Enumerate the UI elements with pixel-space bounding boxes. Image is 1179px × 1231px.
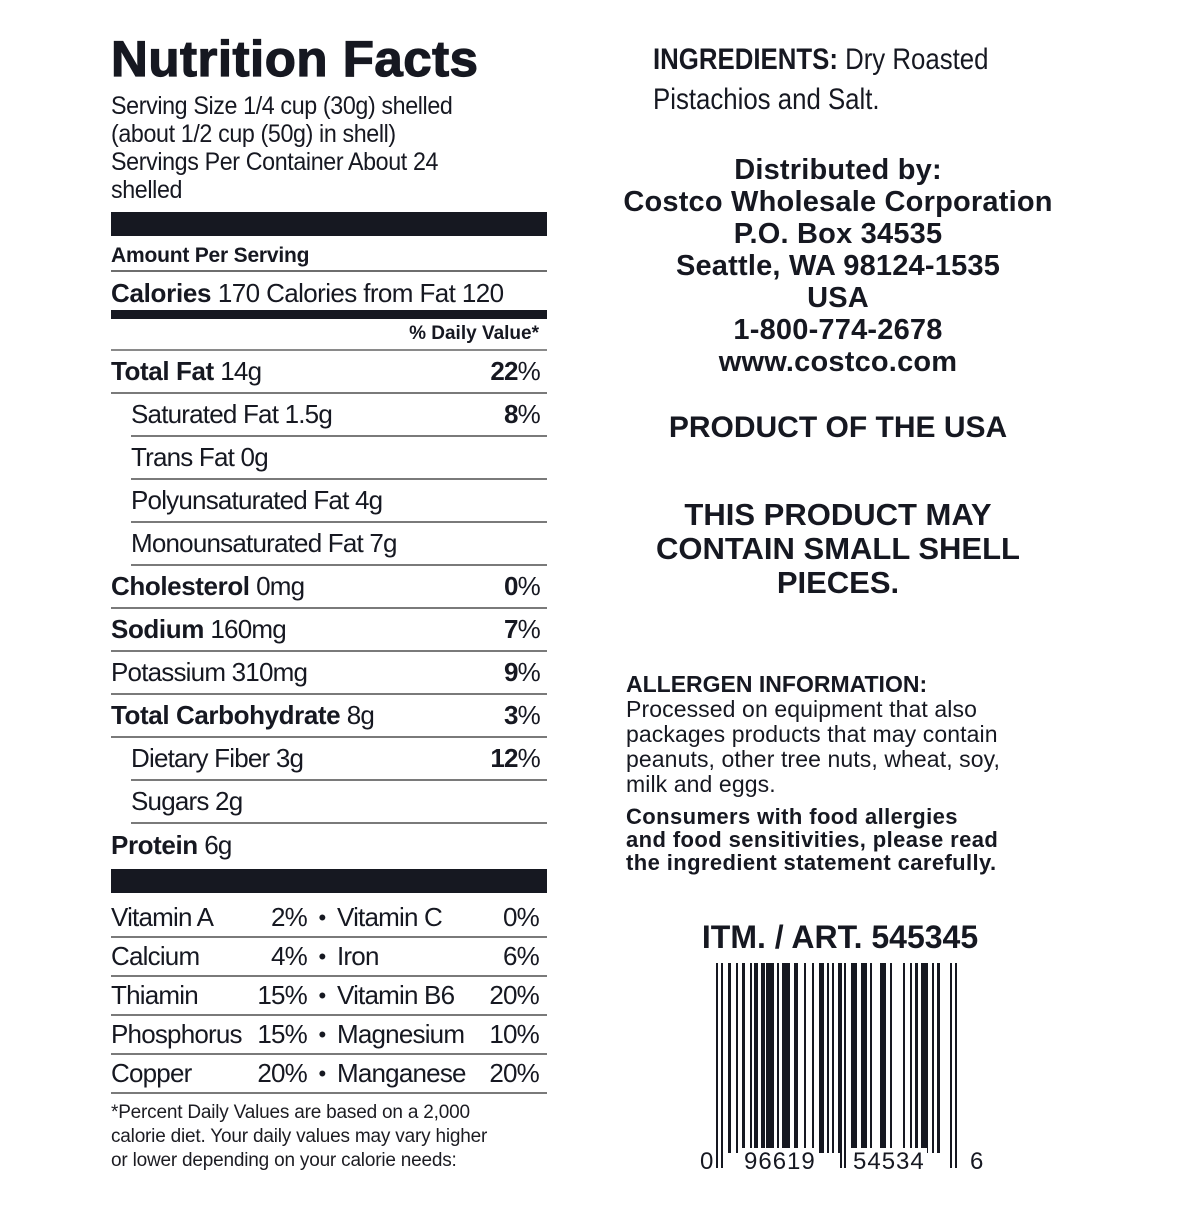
daily-value-number: 8 bbox=[504, 399, 518, 429]
nutrient-daily-value bbox=[504, 700, 547, 731]
nutrient-amount: 6g bbox=[204, 830, 232, 860]
calories-from-fat-label: Calories from Fat bbox=[266, 278, 456, 308]
vitamin-name: Vitamin A bbox=[111, 902, 214, 932]
nutrient-daily-value bbox=[490, 356, 547, 387]
nutrient-label bbox=[131, 786, 242, 817]
nutrient-name: Total Fat bbox=[111, 356, 214, 386]
nutrient-amount: 310mg bbox=[231, 657, 308, 687]
barcode-check-digit: 6 bbox=[970, 1148, 984, 1175]
shell-warning-line: THIS PRODUCT MAY bbox=[684, 497, 992, 532]
bullet-separator: • bbox=[318, 982, 326, 1008]
daily-value-percent-sign: % bbox=[517, 614, 540, 644]
footnote-line: calorie diet. Your daily values may vary higher bbox=[111, 1126, 488, 1147]
nutrient-row bbox=[131, 738, 547, 781]
nutrient-row bbox=[131, 480, 547, 523]
vitamin-row bbox=[111, 1055, 547, 1094]
thick-divider bbox=[111, 869, 547, 893]
nutrient-daily-value bbox=[504, 614, 547, 645]
nutrient-row bbox=[131, 781, 547, 824]
ingredients-text: Dry Roasted bbox=[837, 43, 989, 76]
upc-barcode bbox=[714, 963, 970, 1175]
nutrient-label bbox=[111, 571, 304, 602]
ingredients-line bbox=[653, 40, 1014, 80]
serving-line: Servings Per Container About 24 bbox=[111, 148, 439, 176]
distributor-name: Costco Wholesale Corporation bbox=[623, 186, 1053, 218]
nutrient-row bbox=[131, 394, 547, 437]
daily-value-number: 0 bbox=[504, 571, 518, 601]
barcode-right-digits: 54534 bbox=[853, 1148, 925, 1175]
barcode-system-digit: 0 bbox=[700, 1148, 714, 1175]
calories-from-fat-value: 120 bbox=[461, 278, 504, 308]
allergen-line: peanuts, other tree nuts, wheat, soy, bbox=[626, 746, 1001, 772]
distributor-city: Seattle, WA 98124-1535 bbox=[675, 250, 1001, 282]
bullet-separator: • bbox=[318, 904, 326, 930]
product-origin: PRODUCT OF THE USA bbox=[668, 411, 1008, 444]
vitamin-row bbox=[111, 899, 547, 938]
nutrient-amount: 8g bbox=[346, 700, 375, 730]
nutrition-facts-title: Nutrition Facts bbox=[111, 31, 479, 87]
vitamin-name: Phosphorus bbox=[111, 1019, 242, 1049]
distributed-by-label: Distributed by: bbox=[734, 154, 942, 186]
nutrient-label bbox=[111, 700, 374, 731]
nutrient-daily-value bbox=[490, 743, 547, 774]
allergen-line: milk and eggs. bbox=[626, 771, 776, 797]
serving-line: shelled bbox=[111, 176, 183, 204]
daily-value-percent-sign: % bbox=[517, 700, 540, 730]
allergen-warning bbox=[626, 805, 1066, 874]
vitamin-name: Thiamin bbox=[111, 980, 198, 1010]
serving-line: (about 1/2 cup (50g) in shell) bbox=[111, 120, 396, 148]
daily-value-percent-sign: % bbox=[517, 743, 540, 773]
vitamin-percent: 0% bbox=[503, 902, 539, 932]
vitamin-row bbox=[111, 977, 547, 1016]
nutrient-amount: 3g bbox=[275, 743, 304, 773]
vitamin-percent: 15% bbox=[257, 980, 307, 1010]
daily-value-number: 3 bbox=[504, 700, 518, 730]
distributor-po-box: P.O. Box 34535 bbox=[733, 218, 943, 250]
distributor-website: www.costco.com bbox=[718, 346, 958, 378]
shell-warning-line: PIECES. bbox=[776, 565, 900, 600]
daily-value-number: 22 bbox=[490, 356, 518, 386]
allergen-warning-line: the ingredient statement carefully. bbox=[626, 850, 997, 875]
vitamin-name: Vitamin C bbox=[337, 902, 443, 932]
nutrient-daily-value bbox=[504, 571, 547, 602]
shell-warning-line: CONTAIN SMALL SHELL bbox=[656, 531, 1020, 566]
daily-value-number: 7 bbox=[504, 614, 518, 644]
thick-divider bbox=[111, 212, 547, 236]
vitamin-percent: 6% bbox=[503, 941, 539, 971]
nutrient-name: Dietary Fiber bbox=[131, 743, 270, 773]
nutrient-label bbox=[111, 614, 286, 645]
shell-warning bbox=[590, 498, 1086, 600]
nutrient-name: Total Carbohydrate bbox=[111, 700, 341, 730]
nutrient-name: Trans Fat bbox=[131, 442, 235, 472]
daily-value-header: % Daily Value* bbox=[111, 319, 547, 351]
nutrient-daily-value bbox=[504, 657, 547, 688]
amount-per-serving: Amount Per Serving bbox=[111, 244, 547, 272]
ingredients-label: INGREDIENTS: bbox=[653, 43, 838, 76]
nutrient-label bbox=[131, 399, 332, 430]
nutrient-name: Polyunsaturated Fat bbox=[131, 485, 349, 515]
nutrient-amount: 160mg bbox=[210, 614, 286, 644]
nutrient-label bbox=[111, 830, 232, 861]
calories-label: Calories bbox=[111, 278, 212, 308]
vitamin-name: Calcium bbox=[111, 941, 200, 971]
nutrient-amount: 14g bbox=[220, 356, 262, 386]
vitamin-percent: 2% bbox=[271, 902, 307, 932]
nutrient-label bbox=[111, 356, 261, 387]
daily-value-number: 12 bbox=[490, 743, 518, 773]
bullet-separator: • bbox=[318, 943, 326, 969]
nutrition-facts-panel bbox=[111, 30, 547, 1173]
footnote-line: or lower depending on your calorie needs: bbox=[111, 1150, 457, 1171]
vitamin-percent: 15% bbox=[257, 1019, 307, 1049]
vitamin-name: Magnesium bbox=[337, 1019, 465, 1049]
footnote-line: *Percent Daily Values are based on a 2,000 bbox=[111, 1102, 470, 1123]
nutrient-name: Potassium bbox=[111, 657, 226, 687]
nutrient-row bbox=[131, 523, 547, 566]
nutrient-label bbox=[131, 528, 397, 559]
ingredients-statement bbox=[653, 40, 1014, 120]
calories-row bbox=[111, 272, 547, 310]
distributor-phone: 1-800-774-2678 bbox=[733, 314, 943, 346]
distributor-info bbox=[590, 154, 1086, 378]
nutrient-row bbox=[111, 609, 547, 652]
vitamin-percent: 20% bbox=[489, 1058, 539, 1088]
vitamin-row bbox=[111, 938, 547, 977]
serving-info bbox=[111, 92, 516, 204]
medium-divider bbox=[111, 310, 547, 319]
barcode-icon bbox=[714, 963, 970, 1175]
nutrient-row bbox=[111, 695, 547, 738]
nutrient-name: Protein bbox=[111, 830, 198, 860]
daily-value-percent-sign: % bbox=[517, 571, 540, 601]
allergen-line: Processed on equipment that also bbox=[626, 696, 977, 722]
nutrient-amount: 2g bbox=[215, 786, 243, 816]
nutrient-amount: 0mg bbox=[256, 571, 305, 601]
nutrient-row bbox=[111, 652, 547, 695]
barcode-left-digits: 96619 bbox=[744, 1148, 816, 1175]
nutrient-label bbox=[111, 657, 307, 688]
daily-value-number: 9 bbox=[504, 657, 518, 687]
allergen-information bbox=[626, 672, 1066, 874]
nutrient-amount: 0g bbox=[240, 442, 268, 472]
vitamin-percent: 20% bbox=[257, 1058, 307, 1088]
daily-value-percent-sign: % bbox=[517, 657, 540, 687]
nutrient-amount: 4g bbox=[354, 485, 383, 515]
nutrient-name: Cholesterol bbox=[111, 571, 250, 601]
allergen-title: ALLERGEN INFORMATION: bbox=[626, 671, 928, 697]
allergen-body bbox=[626, 697, 1066, 797]
nutrient-amount: 1.5g bbox=[284, 399, 332, 429]
ingredients-line: Pistachios and Salt. bbox=[653, 83, 880, 116]
allergen-warning-line: Consumers with food allergies bbox=[626, 804, 958, 829]
vitamin-mineral-list bbox=[111, 899, 547, 1094]
vitamin-name: Iron bbox=[337, 941, 379, 971]
nutrient-name: Sugars bbox=[131, 786, 209, 816]
nutrient-row bbox=[111, 351, 547, 394]
vitamin-percent: 10% bbox=[489, 1019, 539, 1049]
daily-value-percent-sign: % bbox=[517, 399, 540, 429]
allergen-warning-line: and food sensitivities, please read bbox=[626, 827, 999, 852]
vitamin-name: Copper bbox=[111, 1058, 192, 1088]
vitamin-percent: 4% bbox=[271, 941, 307, 971]
nutrient-list bbox=[111, 351, 547, 867]
nutrient-name: Saturated Fat bbox=[131, 399, 279, 429]
nutrient-name: Sodium bbox=[111, 614, 204, 644]
daily-value-footnote bbox=[111, 1101, 547, 1173]
calories-value: 170 bbox=[217, 278, 260, 308]
vitamin-name: Vitamin B6 bbox=[337, 980, 455, 1010]
vitamin-name: Manganese bbox=[337, 1058, 466, 1088]
nutrient-label bbox=[131, 442, 268, 473]
allergen-line: packages products that may contain bbox=[626, 721, 998, 747]
nutrient-label bbox=[131, 485, 382, 516]
bullet-separator: • bbox=[318, 1021, 326, 1047]
nutrient-row bbox=[111, 566, 547, 609]
nutrient-label bbox=[131, 743, 303, 774]
nutrient-row bbox=[131, 437, 547, 480]
vitamin-percent: 20% bbox=[489, 980, 539, 1010]
daily-value-percent-sign: % bbox=[517, 356, 540, 386]
nutrient-daily-value bbox=[504, 399, 547, 430]
distributor-country: USA bbox=[807, 282, 869, 314]
item-number: ITM. / ART. 545345 bbox=[701, 919, 979, 955]
vitamin-row bbox=[111, 1016, 547, 1055]
bullet-separator: • bbox=[318, 1060, 326, 1086]
nutrient-amount: 7g bbox=[369, 528, 397, 558]
nutrient-row bbox=[111, 824, 547, 867]
nutrient-name: Monounsaturated Fat bbox=[131, 528, 363, 558]
serving-line: Serving Size 1/4 cup (30g) shelled bbox=[111, 92, 453, 120]
